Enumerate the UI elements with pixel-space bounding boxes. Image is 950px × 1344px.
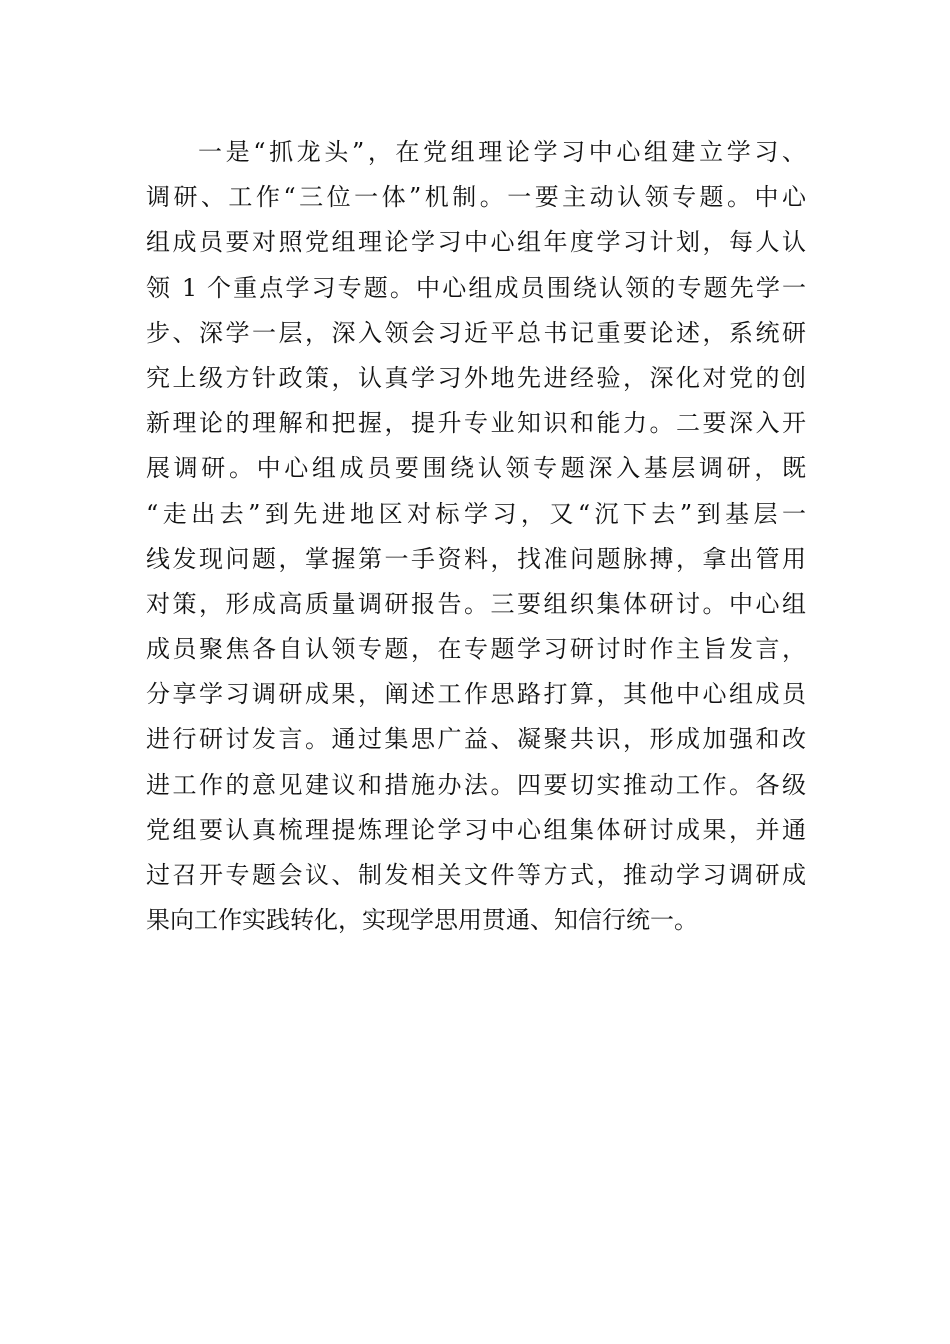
paragraph-line: 过召开专题会议、制发相关文件等方式，推动学习调研成 bbox=[146, 861, 806, 889]
paragraph-line: 步、深学一层，深入领会习近平总书记重要论述，系统研 bbox=[146, 318, 806, 347]
paragraph-line: 党组要认真梳理提炼理论学习中心组集体研讨成果，并通 bbox=[146, 815, 806, 844]
paragraph-line: 组成员要对照党组理论学习中心组年度学习计划，每人认 bbox=[146, 228, 806, 257]
paragraph-line: 分享学习调研成果，阐述工作思路打算，其他中心组成员 bbox=[146, 680, 806, 709]
paragraph-line: 究上级方针政策，认真学习外地先进经验，深化对党的创 bbox=[146, 363, 806, 392]
paragraph-line: 线发现问题，掌握第一手资料，找准问题脉搏，拿出管用 bbox=[146, 544, 806, 573]
paragraph-line: 进行研讨发言。通过集思广益、凝聚共识，形成加强和改 bbox=[146, 725, 806, 754]
paragraph-line: 展调研。中心组成员要围绕认领专题深入基层调研，既 bbox=[146, 454, 806, 483]
paragraph-line: 领 1 个重点学习专题。中心组成员围绕认领的专题先学一 bbox=[146, 273, 806, 302]
body-paragraph bbox=[146, 130, 806, 943]
paragraph-line: 对策，形成高质量调研报告。三要组织集体研讨。中心组 bbox=[146, 589, 806, 618]
paragraph-line: 果向工作实践转化，实现学思用贯通、知信行统一。 bbox=[146, 906, 698, 935]
paragraph-line: 一是“抓龙头”，在党组理论学习中心组建立学习、 bbox=[198, 138, 806, 166]
paragraph-line: “走出去”到先进地区对标学习，又“沉下去”到基层一 bbox=[146, 499, 806, 528]
paragraph-line: 成员聚焦各自认领专题，在专题学习研讨时作主旨发言， bbox=[146, 635, 806, 664]
paragraph-line: 调研、工作“三位一体”机制。一要主动认领专题。中心 bbox=[146, 183, 806, 212]
paragraph-line: 进工作的意见建议和措施办法。四要切实推动工作。各级 bbox=[146, 770, 806, 799]
paragraph-line: 新理论的理解和把握，提升专业知识和能力。二要深入开 bbox=[146, 409, 806, 438]
